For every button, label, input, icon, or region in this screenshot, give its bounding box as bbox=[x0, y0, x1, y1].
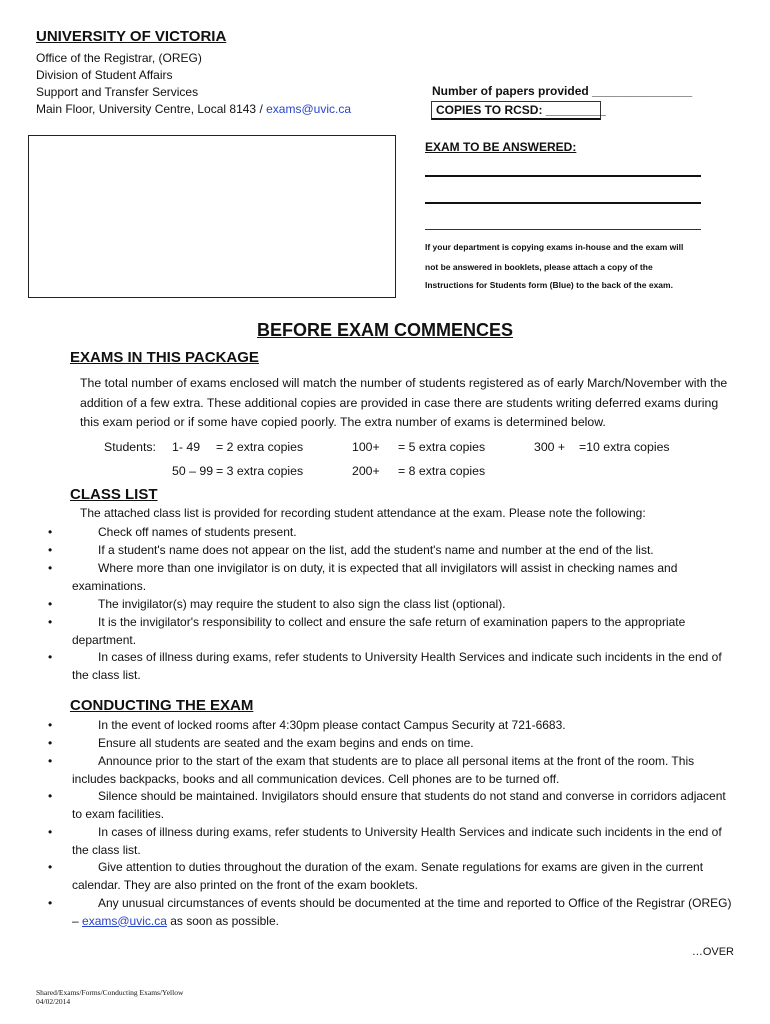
range-3: 300 + bbox=[534, 440, 566, 454]
office-line: Office of the Registrar, (OREG) bbox=[36, 51, 202, 65]
class-list-intro: The attached class list is provided for recording student attendance at the exam. Please note the following: bbox=[80, 506, 646, 520]
extra-2: = 5 extra copies bbox=[398, 440, 486, 454]
last-item-email-link[interactable]: exams@uvic.ca bbox=[82, 913, 167, 928]
last-item-tail: as soon as possible. bbox=[166, 913, 279, 928]
location-line bbox=[36, 101, 351, 118]
papers-provided-label: Number of papers provided _______________ bbox=[432, 84, 693, 98]
conducting-item: • Ensure all students are seated and the exam begins and ends on time. bbox=[72, 735, 734, 753]
university-title: UNIVERSITY OF VICTORIA bbox=[36, 28, 227, 45]
main-title: BEFORE EXAM COMMENCES bbox=[256, 320, 514, 340]
extra-3: =10 extra copies bbox=[579, 440, 670, 454]
answer-line-3[interactable] bbox=[425, 229, 701, 230]
location-text: Main Floor, University Centre, Local 8143 bbox=[36, 102, 257, 116]
class-list-item: • In cases of illness during exams, refer students to University Health Services and indicate such incidents in the end of the class list. bbox=[72, 649, 734, 684]
conducting-item: • Silence should be maintained. Invigilators should ensure that students do not stand and converse in corridors adjacent to exam facilities. bbox=[72, 788, 734, 823]
conducting-item: • Give attention to duties throughout the duration of the exam. Senate regulations for exams are given in the current calendar. They are also printed on the front of the exam booklets. bbox=[72, 859, 734, 894]
note-line-3: Instructions for Students form (Blue) to the back of the exam. bbox=[425, 280, 673, 290]
conducting-item: • In the event of locked rooms after 4:30pm please contact Campus Security at 721-6683. bbox=[72, 717, 734, 735]
exams-package-paragraph: The total number of exams enclosed will match the number of students registered as of early March/November with the addition of a few extra. These additional copies are provided in case there are students writing deferred exams during this exam period or if some have copied poorly. The extra number of exams is determined below. bbox=[80, 376, 728, 429]
conducting-item: • In cases of illness during exams, refer students to University Health Services and indicate such incidents in the end of the class list. bbox=[72, 824, 734, 859]
exam-answered-heading: EXAM TO BE ANSWERED: bbox=[425, 140, 577, 154]
over-marker: …OVER bbox=[691, 946, 734, 958]
last-item-text: Any unusual circumstances of events should be documented at the time and reported to Office of the Registrar (OREG) – bbox=[72, 896, 732, 928]
class-list-item: • Check off names of students present. bbox=[72, 524, 734, 542]
footer-path: Shared/Exams/Forms/Conducting Exams/Yellow bbox=[36, 988, 184, 997]
copies-to-rcsd-box[interactable]: COPIES TO RCSD: _________ bbox=[431, 101, 601, 120]
extra-1: = 2 extra copies bbox=[216, 440, 304, 454]
range-5: 200+ bbox=[352, 464, 380, 478]
range-4: 50 – 99 bbox=[172, 464, 214, 478]
range-2: 100+ bbox=[352, 440, 380, 454]
class-list-item: • If a student's name does not appear on the list, add the student's name and number at the end of the list. bbox=[72, 542, 734, 560]
class-list-item: • Where more than one invigilator is on duty, it is expected that all invigilators will assist in checking names and examinations. bbox=[72, 560, 734, 595]
conducting-heading: CONDUCTING THE EXAM bbox=[70, 697, 254, 714]
class-list-item: • The invigilator(s) may require the student to also sign the class list (optional). bbox=[72, 596, 734, 614]
conducting-item-last bbox=[72, 895, 734, 930]
extra-4: = 3 extra copies bbox=[216, 464, 304, 478]
blank-label-box bbox=[28, 135, 396, 298]
range-1: 1- 49 bbox=[172, 440, 201, 454]
services-line: Support and Transfer Services bbox=[36, 85, 199, 99]
division-line: Division of Student Affairs bbox=[36, 68, 173, 82]
exams-package-heading: EXAMS IN THIS PACKAGE bbox=[70, 349, 259, 366]
class-list-item: • It is the invigilator's responsibility to collect and ensure the safe return of examination papers to the appropriate department. bbox=[72, 614, 734, 649]
note-line-1: If your department is copying exams in-house and the exam will bbox=[425, 242, 684, 252]
conducting-item: • Announce prior to the start of the exam that students are to place all personal items at the front of the room. This includes backpacks, books and all communication devices. Cell phones are to be turned off. bbox=[72, 753, 734, 788]
email-link[interactable]: exams@uvic.ca bbox=[266, 102, 351, 116]
note-line-2: not be answered in booklets, please attach a copy of the bbox=[425, 262, 653, 272]
location-separator: / bbox=[256, 102, 267, 116]
answer-line-2[interactable] bbox=[425, 202, 701, 204]
students-label: Students: bbox=[104, 440, 156, 454]
class-list-heading: CLASS LIST bbox=[70, 486, 158, 503]
extra-5: = 8 extra copies bbox=[398, 464, 486, 478]
footer-date: 04/02/2014 bbox=[36, 997, 71, 1006]
answer-line-1[interactable] bbox=[425, 175, 701, 177]
